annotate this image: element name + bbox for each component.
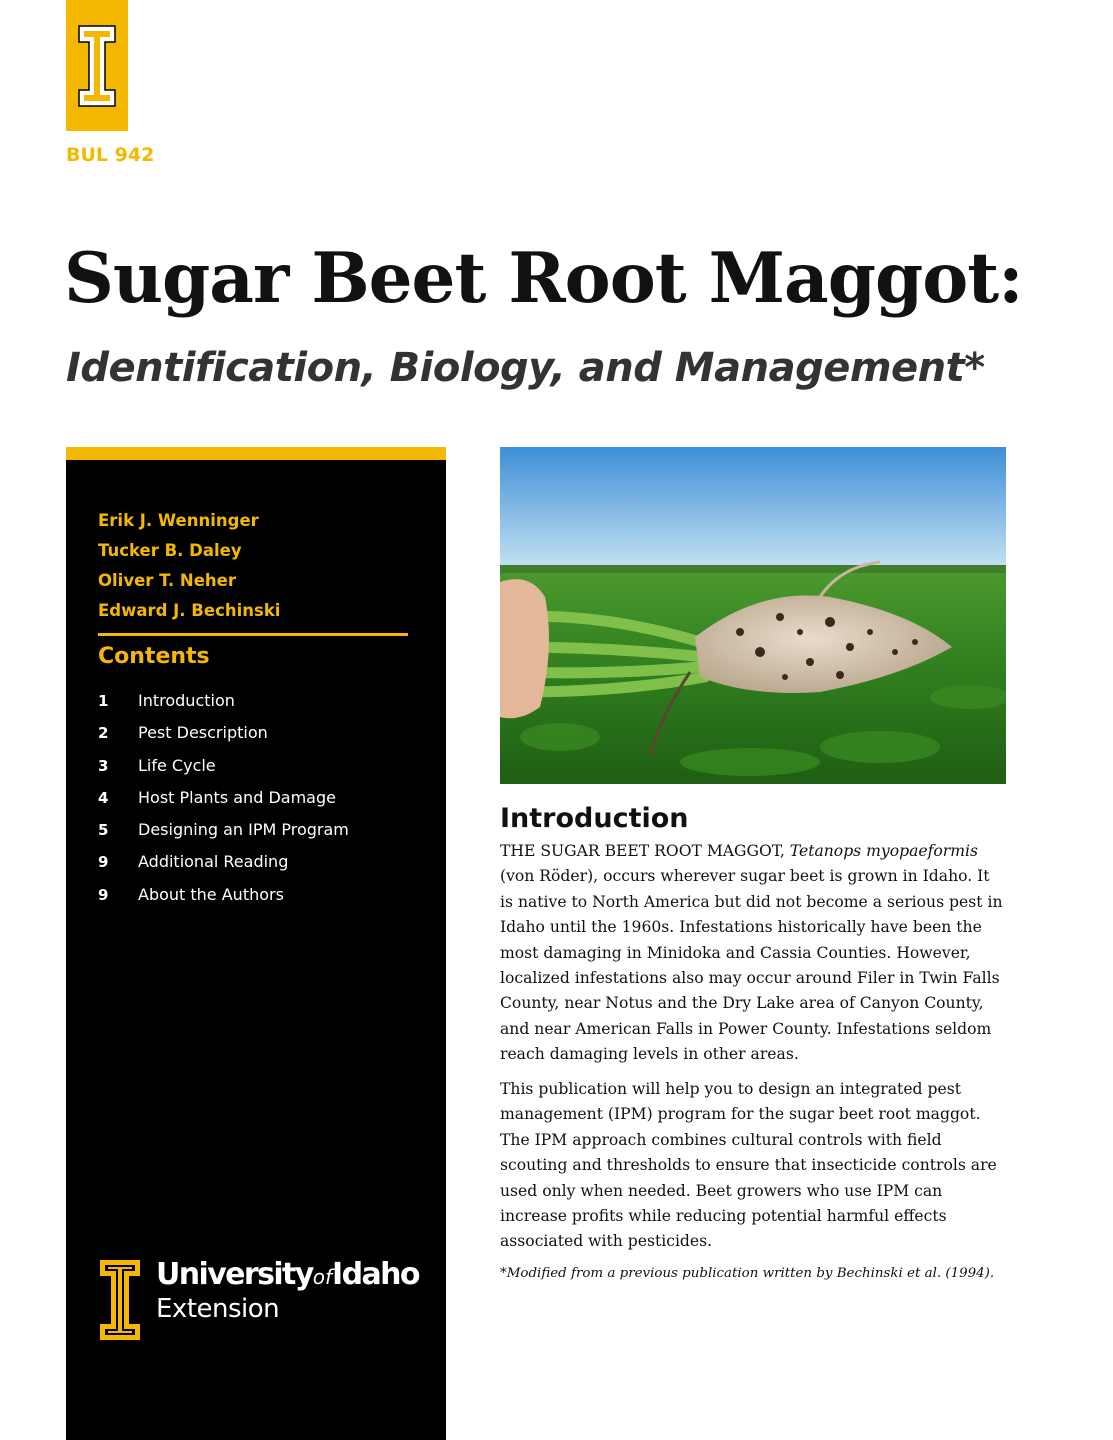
- logo-idaho-text: Idaho: [332, 1257, 419, 1292]
- toc-label: Introduction: [138, 691, 235, 710]
- toc-item[interactable]: [98, 782, 349, 814]
- author-name: Tucker B. Daley: [98, 541, 242, 560]
- introduction-paragraph-2: This publication will help you to design an integrated pest management (IPM) program for the sugar beet root maggot. The IPM approach combines cultural controls with field scouting and thresholds to ensure that insecticide controls are used only when needed. Beet growers who use IPM can increase profits while reducing potential harmful effects associated with pesticides.: [500, 1080, 997, 1251]
- toc-page-number: 3: [98, 756, 109, 775]
- logo-extension-text: Extension: [156, 1294, 280, 1324]
- sidebar: [66, 447, 446, 1440]
- author-list: [98, 506, 280, 626]
- species-name: Tetanops myopaeformis: [789, 842, 979, 860]
- toc-item[interactable]: [98, 717, 349, 749]
- logo-university-text: University: [156, 1257, 313, 1292]
- toc-page-number: 2: [98, 724, 109, 743]
- sugar-beet-photo: [500, 447, 1006, 784]
- idaho-i-logo-icon: [77, 24, 117, 108]
- intro-lead-text: THE SUGAR BEET ROOT MAGGOT,: [500, 842, 790, 860]
- sidebar-divider: [98, 633, 408, 636]
- toc-label: Designing an IPM Program: [138, 820, 349, 840]
- toc-label: Host Plants and Damage: [138, 787, 336, 807]
- university-of-idaho-extension-logo: [98, 1258, 419, 1342]
- author-name: Edward J. Bechinski: [98, 601, 281, 620]
- toc-item[interactable]: [98, 814, 349, 846]
- toc-label: Life Cycle: [138, 755, 216, 775]
- toc-label: Pest Description: [138, 723, 268, 743]
- author-name: Erik J. Wenninger: [98, 511, 259, 530]
- toc-label: Additional Reading: [138, 852, 289, 872]
- toc-label: About the Authors: [138, 884, 284, 904]
- toc-page-number: 4: [98, 788, 109, 807]
- bulletin-number: BUL 942: [66, 144, 155, 166]
- toc-item[interactable]: [98, 685, 349, 717]
- logo-of-text: of: [312, 1265, 333, 1289]
- toc-item[interactable]: [98, 846, 349, 878]
- toc-page-number: 9: [98, 885, 109, 904]
- toc-page-number: 9: [98, 853, 109, 872]
- author-name: Oliver T. Neher: [98, 571, 237, 590]
- introduction-heading: Introduction: [500, 803, 689, 834]
- page-title: Sugar Beet Root Maggot:: [64, 238, 1023, 319]
- toc-item[interactable]: [98, 879, 349, 911]
- toc-page-number: 1: [98, 692, 109, 710]
- footnote: *Modified from a previous publication written by Bechinski et al. (1994).: [500, 1266, 995, 1281]
- introduction-paragraph-1: [500, 839, 1006, 1068]
- toc-page-number: 5: [98, 821, 109, 840]
- page-subtitle: Identification, Biology, and Management*: [66, 345, 985, 391]
- table-of-contents: [98, 685, 349, 911]
- contents-heading: Contents: [98, 644, 210, 669]
- intro-body-text: (von Röder), occurs wherever sugar beet is grown in Idaho. It is native to North America but did not become a serious pest in Idaho until the 1960s. Infestations historically have been the most damaging in Minidoka and Cassia Counties. However, localized infestations also may occur around Filer in Twin Falls County, near Notus and the Dry Lake area of Canyon County, and near American Falls in Power County. Infestations seldom reach damaging levels in other areas.: [500, 867, 1003, 1064]
- university-logo-tab: [66, 0, 128, 131]
- toc-item[interactable]: [98, 750, 349, 782]
- idaho-i-logo-icon: [98, 1258, 142, 1342]
